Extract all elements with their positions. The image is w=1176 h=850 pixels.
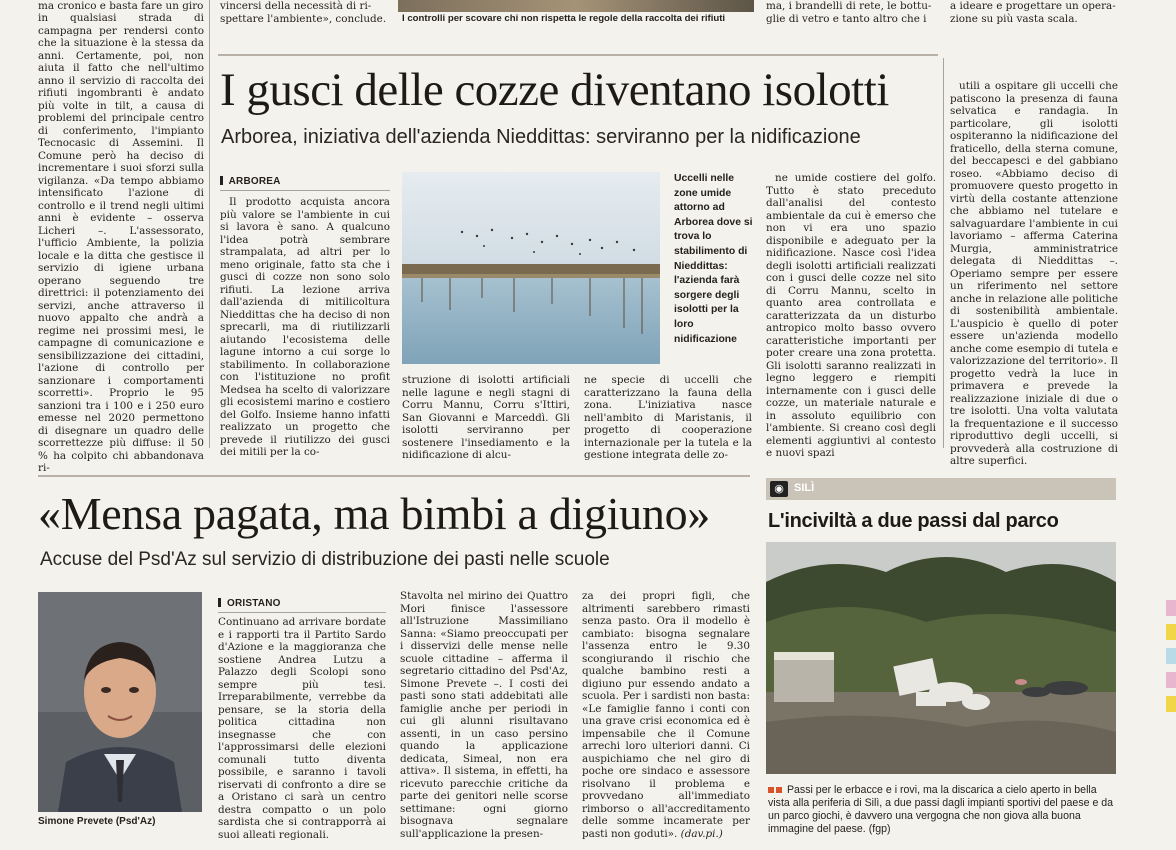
- sili-section-label: SILÌ: [794, 482, 815, 494]
- cozze-col2: struzione di isolotti artificiali nelle lagune e negli stagni di Corru Mannu, Corru s'Ittiri, San Giovanni e Marceddì. Gli isolotti serviranno per sostenere l'insediamento e la nidificazione di alcu-: [402, 374, 570, 461]
- portrait-photo: [38, 592, 202, 812]
- caption-marker: [768, 787, 774, 793]
- mensa-col1: Continuano ad arrivare bordate e i rapporti tra il Partito Sardo d'Azione e la maggioranza che sostiene Andrea Lutzu a Palazzo degli Scolopi sono sempre più tesi. Irreparabilmente, verrebbe da pensare, se la storia della politica cittadina non insegnasse che con l'approssimarsi delle elezioni comunali tutto diventa possibile, e saranno i tavoli riservati di confronto a dire se a Oristano ci sarà un centro destra compatto o un polo sardista che si contrapporrà ai suoi alleati regionali.: [218, 616, 386, 841]
- column-divider: [943, 58, 944, 448]
- mensa-col3: za dei propri figli, che altrimenti sarebbero rimasti senza pasto. Ora il modello è cambiato: bisogna segnalare l'assenza entro le 9.30 scongiurando il rischio che qualche bambino resti a digiuno pur essendo andato a scuola. Per i sardisti non basta: «Le famiglie fanno i conti con una grave crisi economica ed è impensabile che il Comune arrechi loro ulteriori danni. Ci auspichiamo che nel giro di poche ore sindaco e assessore risolvano il problema e provvedano all'immediato rimborso o all'accreditamento delle somme incamerate per pasti non goduti». (dav.pi.): [582, 590, 750, 840]
- cozze-col5: utili a ospitare gli uccelli che patiscono la presenza di fauna selvatica e randagia. In particolare, gli isolotti ospiteranno la nidificazione del fraticello, della sterna comune, del beccapesci e del gabbiano roseo. «Abbiamo deciso di promuovere questo progetto in virtù della costante attenzione che abbiamo nel tutelare e salvaguardare l'ambiente in cui lavoriamo – afferma Caterina Murgia, amministratrice delegata di Nieddittas –. Operiamo sempre per essere un riferimento nel settore anche in relazione alle politiche di sostenibilità ambientale. L'auspicio è quello di poter essere un'azienda modello anche come esempio di tutela e valorizzazione del territorio». Il progetto vedrà la luce in primavera e prevede la realizzazione iniziale di due o tre isolotti. Una volta valutata la frequentazione e il successo riproduttivo degli uccelli, si provvederà alla costruzione di altre superfici.: [950, 80, 1119, 467]
- top-col1-fragment: ma cronico e basta fare un giro: [38, 0, 204, 12]
- headline-top-rule: [218, 54, 938, 56]
- cozze-subhead: Arborea, iniziativa dell'azienda Nieddittas: serviranno per la nidificazione: [221, 126, 861, 148]
- print-color-marks: [1166, 600, 1176, 820]
- dump-photo: [766, 542, 1116, 774]
- top-col4-fragment: ma, i brandelli di rete, le bottu- glie di vetro e tanto altro che i: [766, 0, 932, 25]
- cozze-col1: Il prodotto acquista ancora più valore se l'ambiente in cui si lavora è sano. A qualcuno l'idea potrà sembrare strampalata, ad altri per lo meno originale, fatto sta che i gusci di cozze non sono solo rifiuti. La lezione arriva dall'azienda di mitilicoltura Nieddittas che ha deciso di non sprecarli, ma di riutilizzarli aiutando l'ecosistema delle lagune intorno a cui sorge lo stabilimento. In collaborazione con l'istituzione no profit Medsea ha scelto di valorizzare gli ecosistemi marino e costiero del Golfo. Insieme hanno infatti realizzato un progetto che prevede il riutilizzo dei gusci dei mitili per la co-: [220, 196, 390, 458]
- section-rule: [218, 612, 386, 613]
- eye-icon: ◉: [770, 481, 788, 497]
- cozze-col4: ne umide costiere del golfo. Tutto è stato preceduto dall'analisi del contesto ambientale da cui è emerso che non vi era uno spazio disponibile e adeguato per la nidificazione. Nasce così l'idea degli isolotti artificiali realizzati con i gusci delle cozze nel sito di Corru Mannu, scelto in quanto area controllata e caratterizzata da un disturbo antropico molto basso ovvero caratteristiche importanti per poter creare una zona protetta. Gli isolotti saranno realizzati in legno leggero e riempiti internamente con i gusci delle cozze, un materiale naturale e in assoluto equilibrio con l'ambiente. Si creano così degli elementi aggiuntivi al contesto e nuovi spazi: [766, 172, 936, 459]
- cozze-col3: ne specie di uccelli che caratterizzano la fauna della zona. L'iniziativa nasce nell'ambito di Maristanis, il progetto di cooperazione internazionale per la tutela e la gestione integrata delle zo-: [584, 374, 752, 461]
- lagoon-photo-graphic: [402, 172, 660, 364]
- dump-photo-graphic: [766, 542, 1116, 774]
- top-photo-caption: I controlli per scovare chi non rispetta le regole della raccolta dei rifiuti: [402, 13, 726, 24]
- mensa-section-tag: ORISTANO: [218, 598, 281, 609]
- cozze-section-tag: ARBOREA: [220, 176, 281, 187]
- article-signature: (dav.pi.): [680, 827, 723, 840]
- portrait-caption: Simone Prevete (Psd'Az): [38, 816, 156, 827]
- mensa-top-rule: [38, 475, 750, 477]
- cozze-headline: I gusci delle cozze diventano isolotti: [220, 64, 889, 116]
- column-divider: [209, 0, 210, 448]
- mensa-headline: «Mensa pagata, ma bimbi a digiuno»: [38, 488, 710, 539]
- caption-marker: [776, 787, 782, 793]
- portrait-graphic: [38, 592, 202, 812]
- top-col2-fragment: vincersi della necessità di ri- spettare l'ambiente», conclude.: [220, 0, 387, 25]
- mensa-subhead: Accuse del Psd'Az sul servizio di distribuzione dei pasti nelle scuole: [40, 549, 610, 570]
- dump-photo-caption: Passi per le erbacce e i rovi, ma la discarica a cielo aperto in bella vista alla periferia di Silì, a due passi dagli impianti sportivi del paese e da un parco giochi, è davvero una vergogna che non giova alla buona immagine del paese. (fgp): [768, 784, 1114, 835]
- sili-headline: L'inciviltà a due passi dal parco: [768, 510, 1059, 532]
- left-article-body: in qualsiasi strada di campagna per rendersi conto che la situazione è la stessa da anni. Certamente, poi, non aiuta il fatto che nell'ultimo anno il servizio di raccolta dei rifiuti ingombranti è andato più volte in tilt, a causa di problemi del principale centro di conferimento, l'impianto Tecnocasic di Assemini. Il Comune però ha deciso di incrementare i suoi sforzi sulla vigilanza. «Da tempo abbiamo intensificato l'azione di controllo e il trend negli ultimi anni è evidente – osserva Licheri –. L'assessorato, l'ufficio Ambiente, la polizia locale e la ditta che gestisce il servizio di igiene urbana operano seguendo tre direttrici: il potenziamento dei servizi, anche attraverso il nuovo appalto che andrà a regime nei prossimi mesi, le campagne di comunicazione e sensibilizzazione dei cittadini, l'azione di controllo per sanzionare i comportamenti scorretti». Proprio le 95 sanzioni tra i 100 e i 250 euro emesse nel 2020 permettono di disegnare un quadro delle scorrettezze più diffuse: il 50 % ha colpito chi abbandonava ri-: [38, 12, 204, 474]
- top-col5-fragment: a ideare e progettare un opera- zione su più vasta scala.: [950, 0, 1116, 25]
- lagoon-birds-photo: [402, 172, 660, 364]
- sili-section-band: [766, 478, 1116, 500]
- section-rule: [220, 190, 390, 191]
- lagoon-photo-caption: Uccelli nelle zone umide attorno ad Arborea dove si trova lo stabilimento di Nieddittas: l'azienda farà sorgere degli isolotti per la loro nidificazione: [674, 173, 753, 345]
- mensa-col2: Stavolta nel mirino dei Quattro Mori finisce l'assessore all'Istruzione Massimiliano Sanna: «Siamo preoccupati per i disservizi delle mense nelle scuole cittadine – afferma il segretario cittadino del Psd'Az, Simone Prevete –. I costi dei pasti sono stati addebitati alle famiglie anche per periodi in cui gli alunni risultavano assenti, in un caso persino quando la applicazione dedicata, Simeal, non era attiva». Il sistema, in effetti, ha ricevuto parecchie critiche da parte dei genitori nelle scorse settimane: ogni giorno bisognava segnalare sull'applicazione la presen-: [400, 590, 568, 840]
- top-photo-strip: [398, 0, 754, 12]
